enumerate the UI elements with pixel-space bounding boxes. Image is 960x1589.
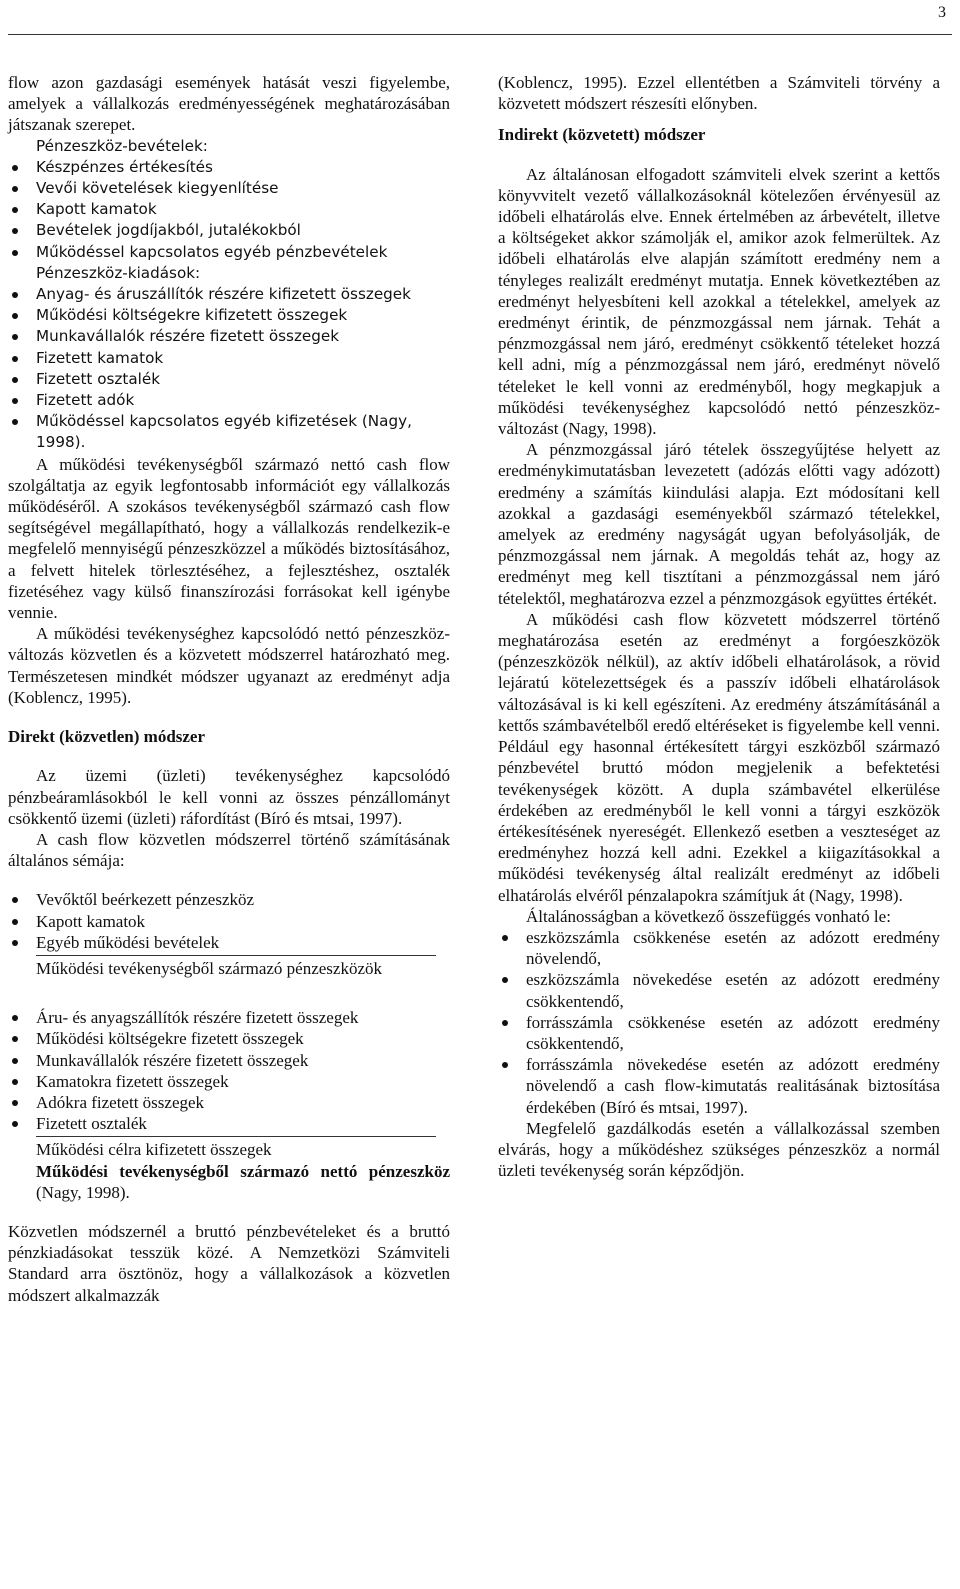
subtotal-rule (36, 955, 436, 956)
page-number: 3 (938, 4, 946, 21)
list-item: Fizetett adók (8, 390, 450, 411)
list-item: Bevételek jogdíjakból, jutalékokból (8, 220, 450, 241)
list-item: Kapott kamatok (8, 911, 450, 932)
scheme-result-bold: Működési tevékenységből származó nettó pénzeszköz (36, 1161, 450, 1181)
scheme-result (8, 1161, 450, 1203)
body-paragraph: Az üzemi (üzleti) tevékenységhez kapcsolódó pénzbeáramlásokból le kell vonni az összes pénzállományt csökkentő üzemi (üzleti) ráfordítást (Bíró és mtsai, 1997). (8, 766, 450, 828)
body-paragraph: A működési tevékenységhez kapcsolódó nettó pénzeszköz-változás közvetlen és a közvetett módszerrel határozható meg. Természetesen mindkét módszer ugyanazt az eredményt adja (Koblencz, 1995). (8, 624, 450, 707)
outflows-list (8, 284, 450, 454)
left-column (8, 72, 450, 1306)
list-item: Fizetett osztalék (8, 1113, 450, 1134)
scheme-outflows-list (8, 1007, 450, 1134)
list-item: Fizetett osztalék (8, 369, 450, 390)
body-paragraph: Általánosságban a következő összefüggés vonható le: (526, 906, 891, 926)
list-item: forrásszámla csökkenése esetén az adózott eredmény csökkentendő, (498, 1012, 940, 1054)
section-heading-direct: Direkt (közvetlen) módszer (8, 727, 206, 747)
scheme-result-citation: (Nagy, 1998). (36, 1182, 130, 1202)
list-item: Vevői követelések kiegyenlítése (8, 178, 450, 199)
intro-paragraph: flow azon gazdasági események hatását veszi figyelembe, amelyek a vállalkozás eredményességének meghatározásában játszanak szerepet. (8, 73, 450, 135)
list-item: Áru- és anyagszállítók részére fizetett összegek (8, 1007, 450, 1028)
list-item: Fizetett kamatok (8, 348, 450, 369)
body-paragraph: A működési cash flow közvetett módszerrel történő meghatározása esetén az eredményt a forgóeszközök (pénzeszközök nélkül), az aktív időbeli elhatárolások, a rövid lejáratú kötelezettségek és a passzív időbeli elhatárolások változásával is ki kell egészíteni. Az eredmény átszámításánál a kettős számbavételből eredő eltéréseket is figyelembe kell venni. Például egy hasonnal értékesített tárgyi eszközből származó pénzbevétel bruttó módon megjelenik a befektetési tevékenységek között. A dupla számbavétel elkerülése érdekében az eredményből le kell vonni a tárgyi eszközök értékesítésének nyereségét. Ellenkező esetben a veszteséget az eredményhez hozzá kell adni. Ezekkel a kiigazításokkal a működési tevékenység által realizált eredményt az időbeli elhatárolás elvéről pénzalapokra számítjuk át (Nagy, 1998). (498, 609, 940, 905)
body-paragraph: A pénzmozgással járó tételek összegyűjtése helyett az eredménykimutatásban levezetett (adózás előtti vagy adózott) eredmény a számítás kiindulási alapja. Ezt módosítani kell azokkal a gazdasági eseményekből származó tételekkel, amelyek az eredmény nagyságát ugyan befolyásolják, de pénzmozgással nem járnak. A megoldás tehát az, hogy az eredményt meg kell tisztítani a pénzmozgással nem járó tételektől, meghatározva ezzel a pénzmozgások együttes értékét. (498, 440, 940, 608)
list-item: Kapott kamatok (8, 199, 450, 220)
list-item: Működéssel kapcsolatos egyéb pénzbevételek (8, 242, 450, 263)
section-heading-indirect: Indirekt (közvetett) módszer (498, 125, 706, 145)
list-item: Munkavállalók részére fizetett összegek (8, 326, 450, 347)
outflows-label: Pénzeszköz-kiadások: (36, 263, 201, 282)
body-paragraph: (Koblencz, 1995). Ezzel ellentétben a Számviteli törvény a közvetett módszert részesíti előnyben. (498, 73, 940, 114)
right-column (498, 72, 940, 1181)
body-paragraph: A cash flow közvetlen módszerrel történő számításának általános sémája: (8, 829, 450, 871)
list-item: Készpénzes értékesítés (8, 157, 450, 178)
scheme-other-total: Működési célra kifizetett összegek (36, 1140, 272, 1160)
scheme-subtotal: Működési tevékenységből származó pénzeszközök (36, 958, 383, 978)
inflows-list (8, 157, 450, 263)
body-paragraph: A működési tevékenységből származó nettó cash flow szolgáltatja az egyik legfontosabb információt egy vállalkozás működéséről. A szokásos tevékenységből származó cash flow segítségével megállapítható, hogy a vállalkozás rendelkezik-e megfelelő mennyiségű pénzeszközzel a működés biztosításához, a felvett hitelek törlesztéséhez, a fejlesztéshez, osztalék fizetéséhez vagy külső finanszírozási forrásokat kell igénybe vennie. (8, 454, 450, 623)
list-item: Adókra fizetett összegek (8, 1092, 450, 1113)
body-paragraph: Megfelelő gazdálkodás esetén a vállalkozással szemben elvárás, hogy a működéshez szükséges pénzeszköz a normál üzleti tevékenység során képződjön. (498, 1118, 940, 1181)
list-item: eszközszámla csökkenése esetén az adózott eredmény növelendő, (498, 927, 940, 969)
rules-list (498, 927, 940, 1118)
list-item: Kamatokra fizetett összegek (8, 1071, 450, 1092)
body-paragraph: Az általánosan elfogadott számviteli elvek szerint a kettős könyvvitelt vezető vállalkozásoknál kötelezően érvényesül az időbeli elhatárolás elve. Ennek értelmében az árbevételt, illetve a költségeket akkor számolják el, amikor azok felmerültek. Az időbeli elhatárolás elve alapján számított eredmény nem a tényleges realizált eredményt mutatja. Ennek következtében az eredményt helyesbíteni kell azokkal a tételekkel, amelyek az eredményt érintik, de pénzmozgással nem járnak. Tehát a pénzmozgással nem járó, eredményt csökkentő tételeket hozzá kell adni, míg a pénzmozgással nem járó, eredményt növelő tételeket le kell vonni az eredményből, hogy megkapjuk a működési tevékenységhez kapcsolódó nettó pénzeszköz-változást (Nagy, 1998). (498, 164, 940, 439)
scheme-inflows-list (8, 889, 450, 953)
list-item: eszközszámla növekedése esetén az adózott eredmény csökkentendő, (498, 969, 940, 1011)
total-rule (36, 1136, 436, 1137)
list-item: Működési költségekre kifizetett összegek (8, 305, 450, 326)
inflows-label: Pénzeszköz-bevételek: (36, 136, 208, 155)
list-item: Egyéb működési bevételek (8, 932, 450, 953)
list-item: Anyag- és áruszállítók részére kifizetett összegek (8, 284, 450, 305)
list-item: Működési költségekre fizetett összegek (8, 1028, 450, 1049)
list-item: Munkavállalók részére fizetett összegek (8, 1050, 450, 1071)
header-rule (8, 34, 952, 35)
list-item: forrásszámla növekedése esetén az adózott eredmény növelendő a cash flow-kimutatás realitásának biztosítása érdekében (Bíró és mtsai, 1997). (498, 1054, 940, 1118)
body-paragraph: Közvetlen módszernél a bruttó pénzbevételeket és a bruttó pénzkiadásokat tesszük közé. A Nemzetközi Számviteli Standard arra ösztönöz, hogy a vállalkozások a közvetlen módszert alkalmazzák (8, 1221, 450, 1305)
list-item: Vevőktől beérkezett pénzeszköz (8, 889, 450, 910)
list-item: Működéssel kapcsolatos egyéb kifizetések (Nagy, 1998). (8, 411, 450, 453)
